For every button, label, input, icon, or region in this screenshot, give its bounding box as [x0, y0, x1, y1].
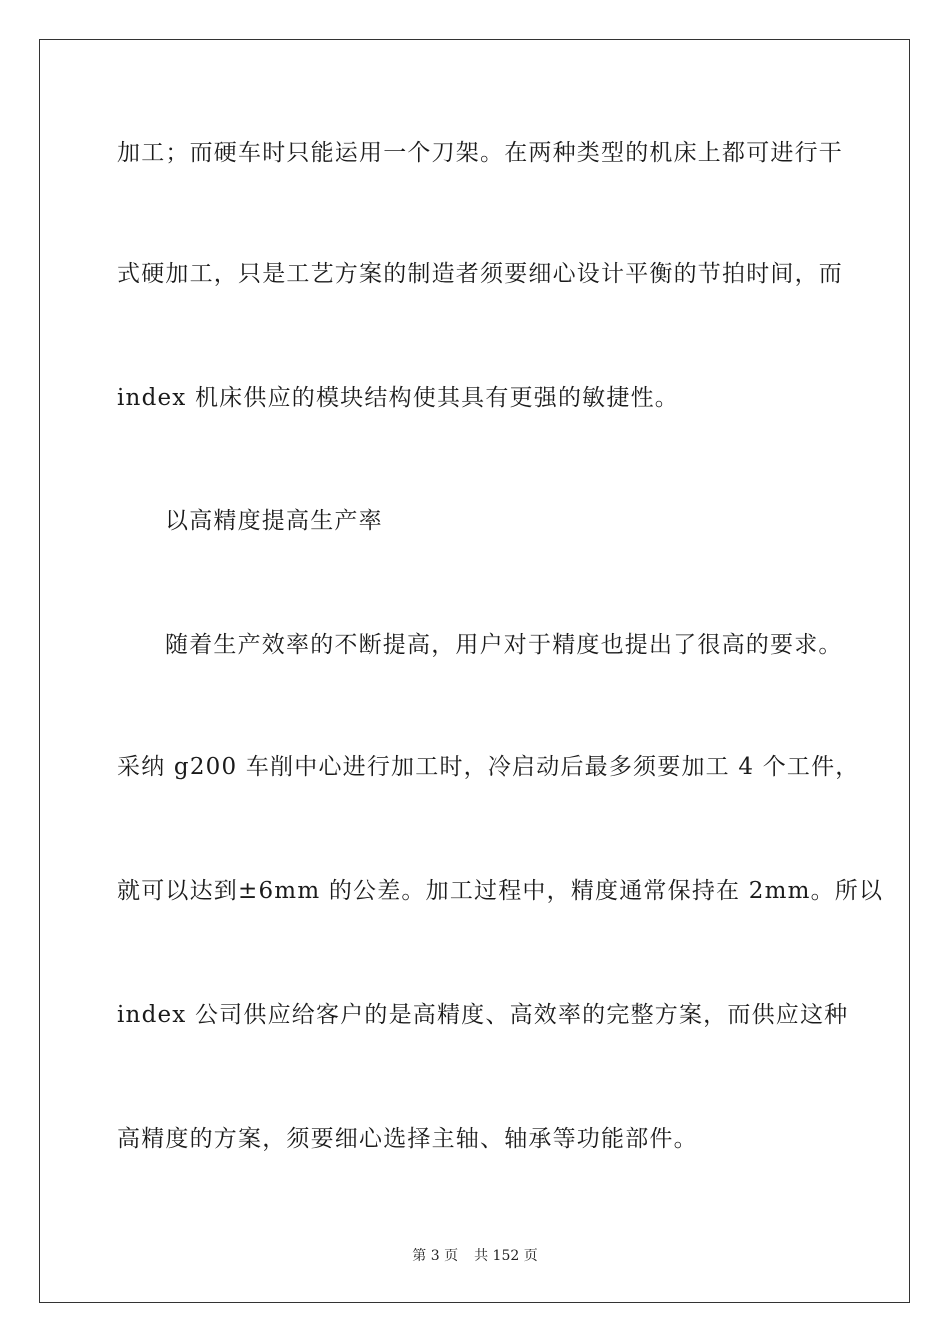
paragraph-line: 式硬加工，只是工艺方案的制造者须要细心设计平衡的节拍时间，而	[117, 261, 843, 287]
paragraph-line: index 公司供应给客户的是高精度、高效率的完整方案，而供应这种	[117, 1002, 849, 1028]
paragraph-line: 加工；而硬车时只能运用一个刀架。在两种类型的机床上都可进行干	[117, 140, 843, 166]
paragraph-line: index 机床供应的模块结构使其具有更强的敏捷性。	[117, 385, 679, 411]
paragraph-line: 高精度的方案，须要细心选择主轴、轴承等功能部件。	[117, 1126, 698, 1152]
page-footer	[0, 1247, 950, 1265]
page-total: 共 152 页	[474, 1248, 538, 1264]
page-number: 第 3 页	[412, 1248, 459, 1264]
page-frame	[39, 39, 910, 1303]
paragraph-line: 就可以达到±6mm 的公差。加工过程中，精度通常保持在 2mm。所以	[117, 878, 884, 904]
section-heading: 以高精度提高生产率	[165, 508, 383, 534]
paragraph-line: 随着生产效率的不断提高，用户对于精度也提出了很高的要求。	[165, 632, 843, 658]
paragraph-line: 采纳 g200 车削中心进行加工时，冷启动后最多须要加工 4 个工件，	[117, 754, 860, 780]
